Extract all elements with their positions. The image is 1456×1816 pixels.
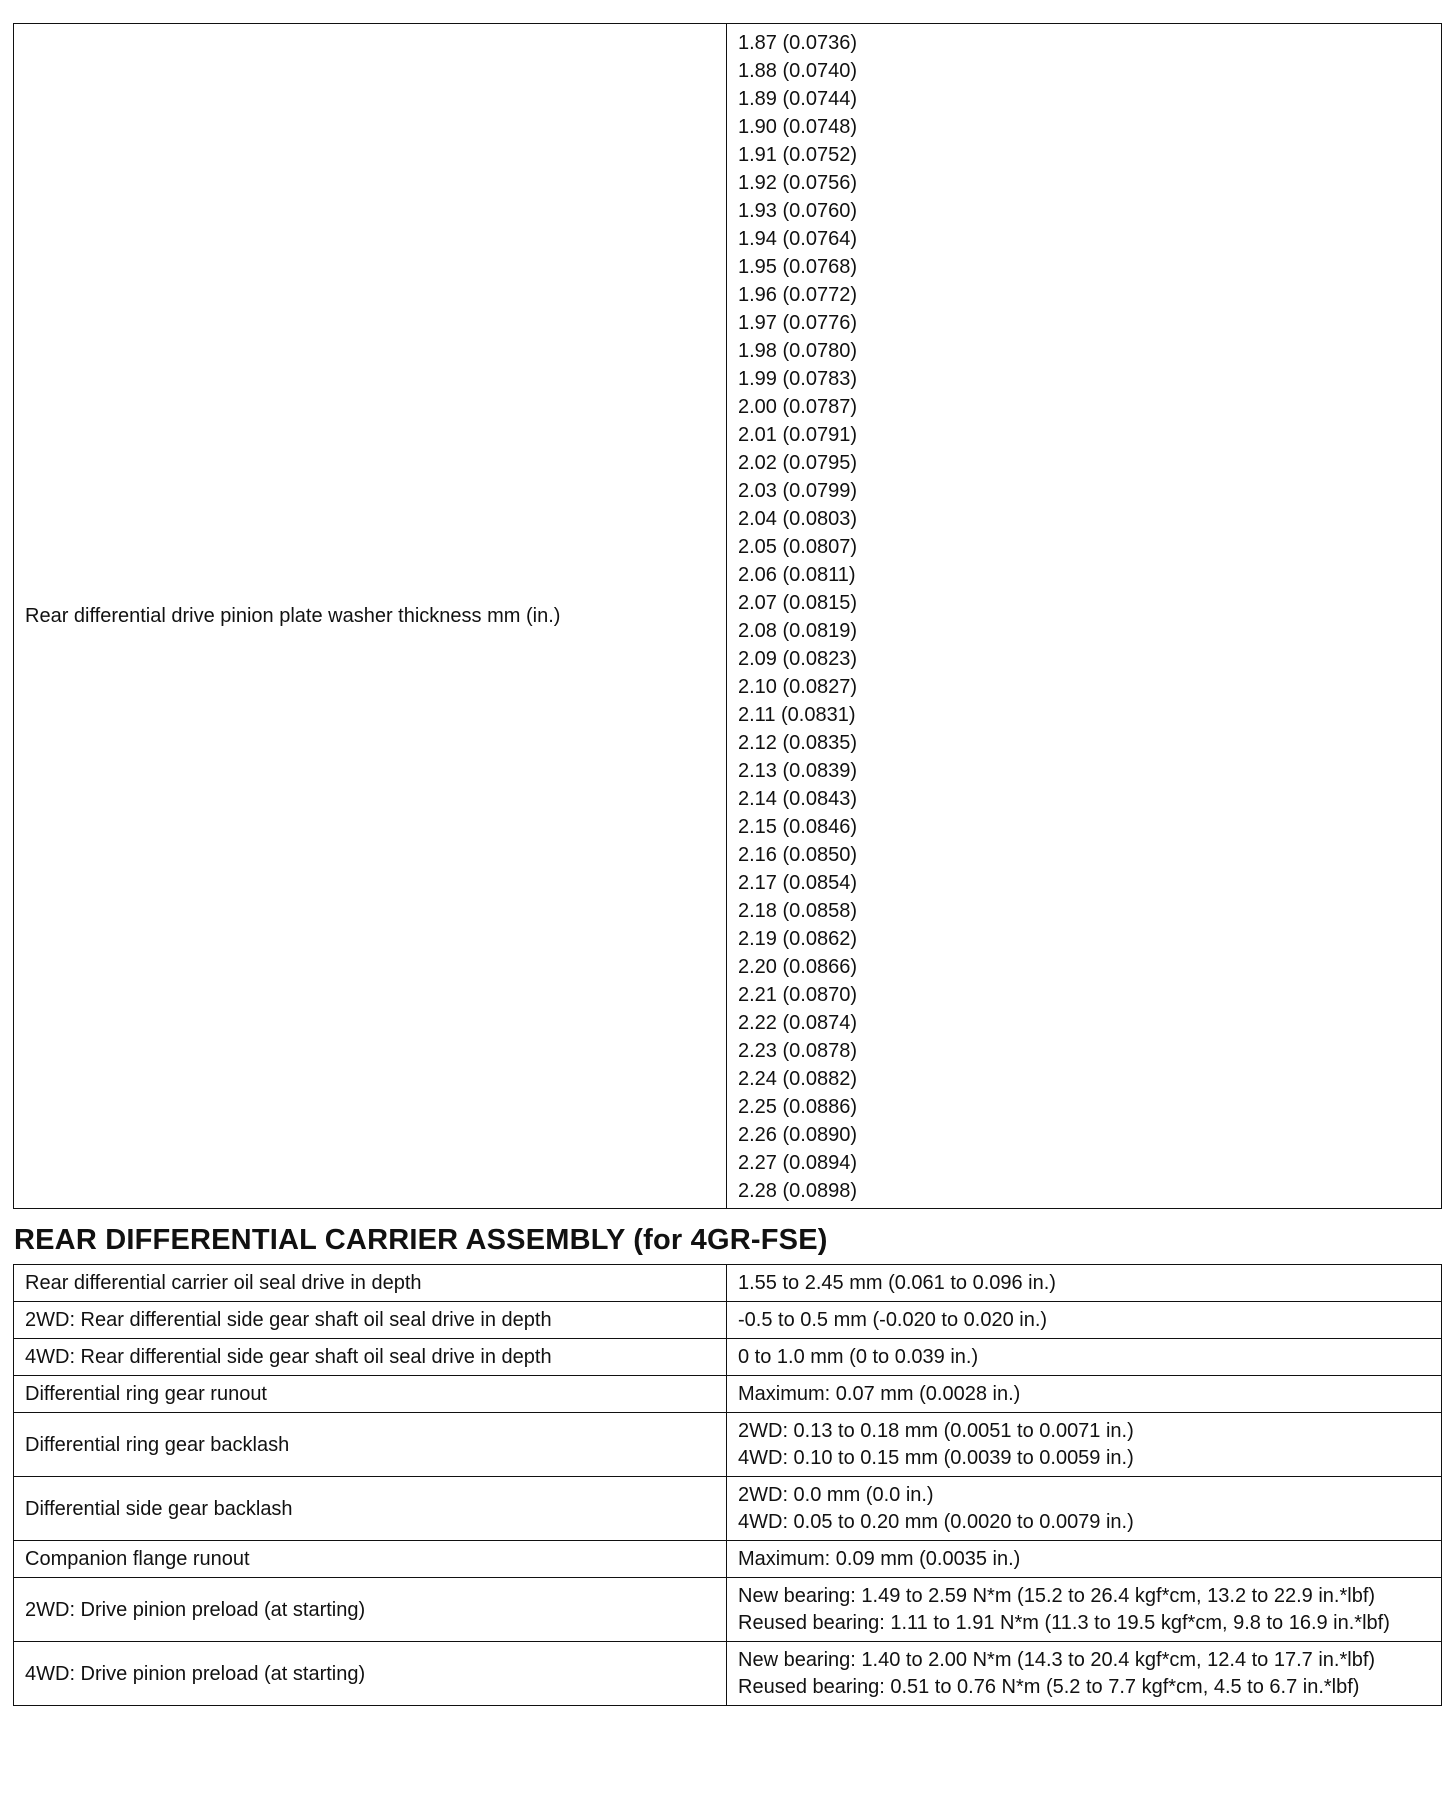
washer-thickness-value: 2.15 (0.0846) <box>738 816 857 838</box>
washer-thickness-value: 2.11 (0.0831) <box>738 704 856 726</box>
spec-row <box>14 1339 1442 1376</box>
spec-label: 4WD: Rear differential side gear shaft oil seal drive in depth <box>14 1339 727 1376</box>
spec-value: 4WD: 0.05 to 0.20 mm (0.0020 to 0.0079 in.) <box>738 1511 1134 1533</box>
spec-label: Differential ring gear backlash <box>14 1413 727 1477</box>
spec-row <box>14 1578 1442 1642</box>
spec-label: 2WD: Drive pinion preload (at starting) <box>14 1578 727 1642</box>
spec-value-cell <box>727 1578 1442 1642</box>
washer-thickness-value: 1.92 (0.0756) <box>738 172 857 194</box>
spec-row <box>14 1642 1442 1706</box>
washer-thickness-value: 2.23 (0.0878) <box>738 1040 857 1062</box>
washer-thickness-value: 2.00 (0.0787) <box>738 396 857 418</box>
spec-row <box>14 1477 1442 1541</box>
spec-value: Maximum: 0.09 mm (0.0035 in.) <box>738 1548 1021 1570</box>
spec-value: New bearing: 1.40 to 2.00 N*m (14.3 to 20.4 kgf*cm, 12.4 to 17.7 in.*lbf) <box>738 1649 1376 1671</box>
washer-thickness-value: 1.89 (0.0744) <box>738 88 857 110</box>
washer-thickness-value: 2.21 (0.0870) <box>738 984 857 1006</box>
spec-value: 0 to 1.0 mm (0 to 0.039 in.) <box>738 1346 979 1368</box>
carrier-spec-table <box>13 1264 1442 1706</box>
washer-thickness-value: 2.27 (0.0894) <box>738 1152 857 1174</box>
washer-thickness-value: 2.17 (0.0854) <box>738 872 857 894</box>
washer-thickness-value: 1.94 (0.0764) <box>738 228 857 250</box>
washer-thickness-value: 2.06 (0.0811) <box>738 564 856 586</box>
spec-value: 4WD: 0.10 to 0.15 mm (0.0039 to 0.0059 in.) <box>738 1447 1134 1469</box>
washer-thickness-value: 2.28 (0.0898) <box>738 1180 857 1202</box>
washer-thickness-value: 1.93 (0.0760) <box>738 200 857 222</box>
spec-value-cell <box>727 1642 1442 1706</box>
spec-label: Differential ring gear runout <box>14 1376 727 1413</box>
washer-thickness-value: 1.91 (0.0752) <box>738 144 857 166</box>
spec-value: Reused bearing: 0.51 to 0.76 N*m (5.2 to 7.7 kgf*cm, 4.5 to 6.7 in.*lbf) <box>738 1676 1360 1698</box>
washer-thickness-value: 2.01 (0.0791) <box>738 424 857 446</box>
washer-thickness-value: 1.95 (0.0768) <box>738 256 857 278</box>
spec-value-cell <box>727 1541 1442 1578</box>
spec-value-cell <box>727 1339 1442 1376</box>
spec-label: Companion flange runout <box>14 1541 727 1578</box>
washer-thickness-value: 2.05 (0.0807) <box>738 536 857 558</box>
spec-value-cell <box>727 1413 1442 1477</box>
washer-thickness-value: 2.03 (0.0799) <box>738 480 857 502</box>
spec-value: 2WD: 0.0 mm (0.0 in.) <box>738 1484 934 1506</box>
section-title: REAR DIFFERENTIAL CARRIER ASSEMBLY (for 4GR-FSE) <box>14 1224 828 1256</box>
spec-value-cell <box>727 1376 1442 1413</box>
spec-value: New bearing: 1.49 to 2.59 N*m (15.2 to 26.4 kgf*cm, 13.2 to 22.9 in.*lbf) <box>738 1585 1376 1607</box>
washer-thickness-value: 1.98 (0.0780) <box>738 340 857 362</box>
washer-thickness-value: 2.14 (0.0843) <box>738 788 857 810</box>
spec-label: Rear differential carrier oil seal drive in depth <box>14 1265 727 1302</box>
spec-value: -0.5 to 0.5 mm (-0.020 to 0.020 in.) <box>738 1309 1048 1331</box>
washer-thickness-label: Rear differential drive pinion plate washer thickness mm (in.) <box>14 24 727 1209</box>
washer-thickness-value: 2.09 (0.0823) <box>738 648 857 670</box>
washer-thickness-value: 2.18 (0.0858) <box>738 900 857 922</box>
washer-thickness-value: 2.13 (0.0839) <box>738 760 857 782</box>
washer-thickness-values <box>727 24 1442 1209</box>
washer-thickness-value: 2.10 (0.0827) <box>738 676 857 698</box>
spec-row <box>14 1302 1442 1339</box>
washer-thickness-row <box>14 24 1442 1209</box>
washer-thickness-value: 1.99 (0.0783) <box>738 368 857 390</box>
spec-value-cell <box>727 1477 1442 1541</box>
washer-thickness-value: 2.26 (0.0890) <box>738 1124 857 1146</box>
washer-thickness-value: 2.07 (0.0815) <box>738 592 857 614</box>
washer-thickness-value: 2.25 (0.0886) <box>738 1096 857 1118</box>
washer-thickness-value: 1.87 (0.0736) <box>738 32 857 54</box>
spec-value: Reused bearing: 1.11 to 1.91 N*m (11.3 to 19.5 kgf*cm, 9.8 to 16.9 in.*lbf) <box>738 1612 1390 1634</box>
washer-thickness-value: 2.04 (0.0803) <box>738 508 857 530</box>
spec-row <box>14 1265 1442 1302</box>
spec-label: 4WD: Drive pinion preload (at starting) <box>14 1642 727 1706</box>
washer-thickness-value: 1.96 (0.0772) <box>738 284 857 306</box>
washer-thickness-value: 2.12 (0.0835) <box>738 732 857 754</box>
spec-row <box>14 1413 1442 1477</box>
washer-thickness-value: 1.90 (0.0748) <box>738 116 857 138</box>
washer-thickness-table <box>13 23 1442 1209</box>
washer-thickness-value: 2.02 (0.0795) <box>738 452 857 474</box>
spec-value: 1.55 to 2.45 mm (0.061 to 0.096 in.) <box>738 1272 1056 1294</box>
spec-value-cell <box>727 1302 1442 1339</box>
spec-value: 2WD: 0.13 to 0.18 mm (0.0051 to 0.0071 in.) <box>738 1420 1134 1442</box>
spec-value-cell <box>727 1265 1442 1302</box>
washer-thickness-value: 2.24 (0.0882) <box>738 1068 857 1090</box>
washer-thickness-value: 2.22 (0.0874) <box>738 1012 857 1034</box>
washer-thickness-value: 2.19 (0.0862) <box>738 928 857 950</box>
spec-row <box>14 1541 1442 1578</box>
washer-thickness-value: 2.20 (0.0866) <box>738 956 857 978</box>
washer-thickness-value: 2.16 (0.0850) <box>738 844 857 866</box>
washer-thickness-value: 1.97 (0.0776) <box>738 312 857 334</box>
washer-thickness-value: 1.88 (0.0740) <box>738 60 857 82</box>
washer-thickness-value: 2.08 (0.0819) <box>738 620 857 642</box>
spec-label: 2WD: Rear differential side gear shaft oil seal drive in depth <box>14 1302 727 1339</box>
spec-row <box>14 1376 1442 1413</box>
spec-label: Differential side gear backlash <box>14 1477 727 1541</box>
spec-value: Maximum: 0.07 mm (0.0028 in.) <box>738 1383 1021 1405</box>
